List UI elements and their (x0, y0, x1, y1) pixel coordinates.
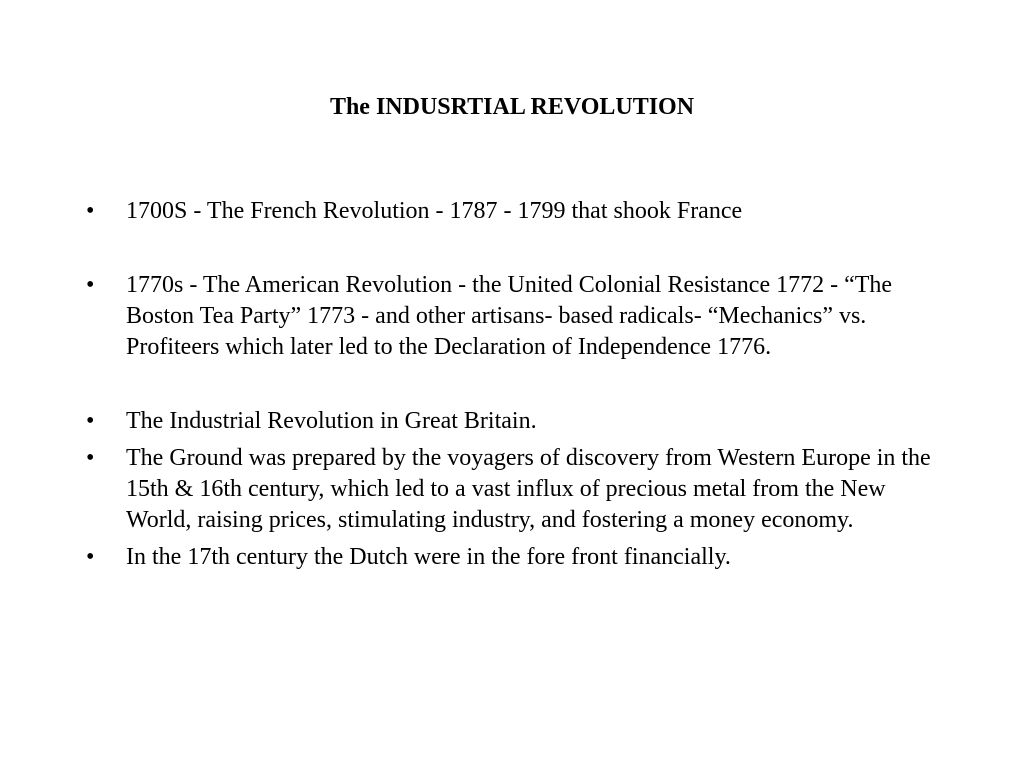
list-item-text: 1700S - The French Revolution - 1787 - 1799 that shook France (126, 198, 743, 224)
list-item-text: The Industrial Revolution in Great Britain. (126, 408, 537, 434)
list-item (86, 542, 936, 573)
bullet-icon: • (86, 272, 95, 298)
list-item (86, 196, 936, 227)
list-item-text: 1770s - The American Revolution - the United Colonial Resistance 1772 - “The Boston Tea Party” 1773 - and other artisans- based radicals- “Mechanics” vs. Profiteers which later led to the Declaration of Independence 1776. (126, 272, 893, 360)
bullet-icon: • (86, 445, 95, 471)
bullet-icon: • (86, 198, 95, 224)
list-item (86, 270, 936, 363)
list-item-text: In the 17th century the Dutch were in the fore front financially. (126, 544, 731, 570)
slide-title: The INDUSRTIAL REVOLUTION (329, 94, 695, 120)
list-item-text: The Ground was prepared by the voyagers of discovery from Western Europe in the 15th & 16th century, which led to a vast influx of precious metal from the New World, raising prices, stimulating industry, and fostering a money economy. (126, 445, 931, 533)
list-item (86, 406, 936, 437)
bullet-icon: • (86, 544, 95, 570)
list-item (86, 443, 936, 536)
bullet-icon: • (86, 408, 95, 434)
bullet-list (86, 196, 936, 573)
